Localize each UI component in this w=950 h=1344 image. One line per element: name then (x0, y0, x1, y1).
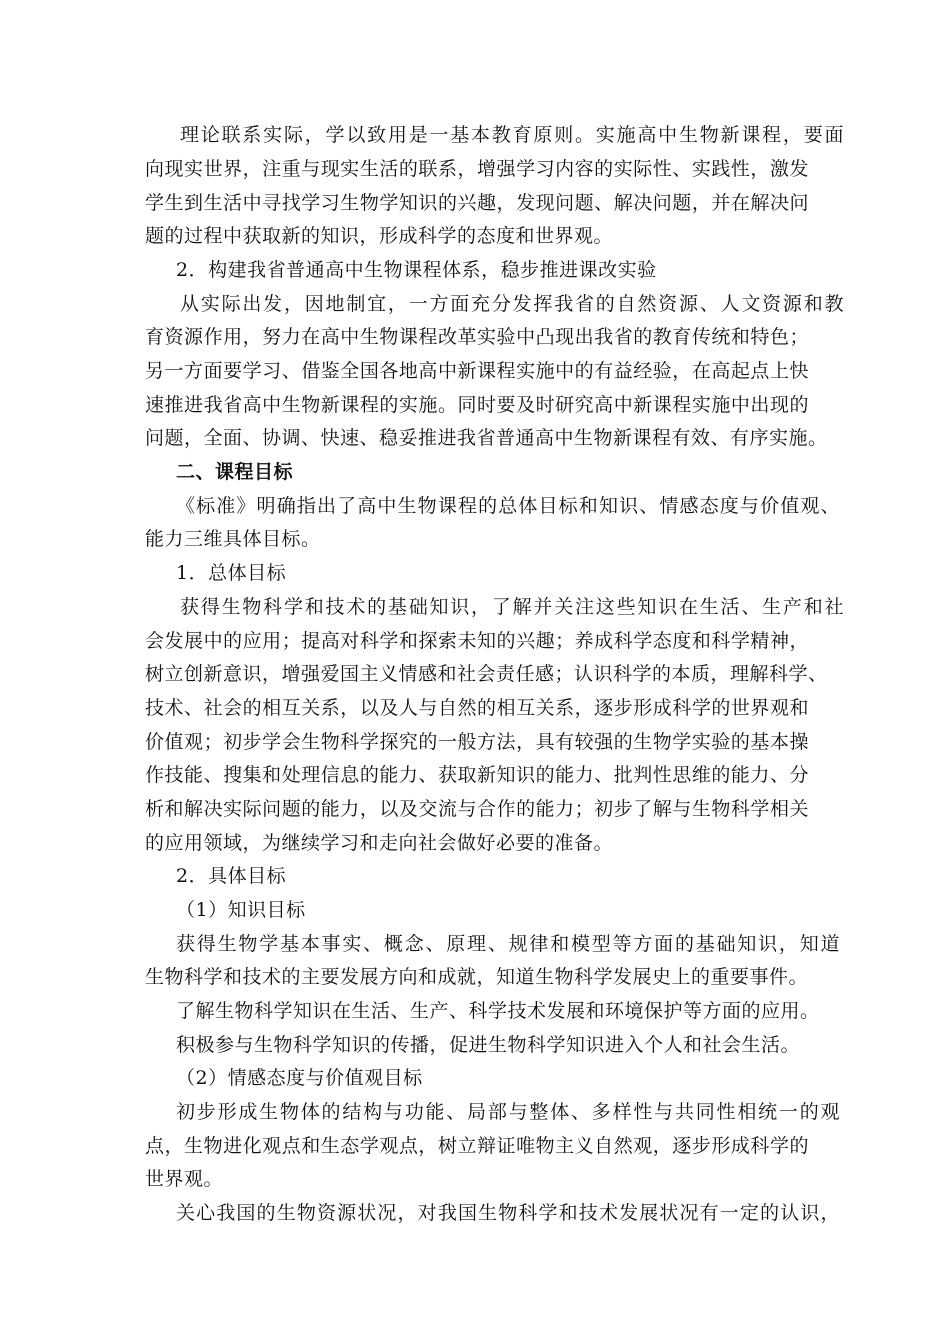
body-text-line: 了解生物科学知识在生活、生产、科学技术发展和环境保护等方面的应用。 (176, 1000, 820, 1022)
subheading: （1）知识目标 (176, 899, 306, 921)
body-text-line: 树立创新意识，增强爱国主义情感和社会责任感；认识科学的本质，理解科学、 (145, 663, 828, 685)
section-heading: 二、课程目标 (176, 461, 294, 483)
subheading: （2）情感态度与价值观目标 (176, 1067, 423, 1089)
body-text-line: 学生到生活中寻找学习生物学知识的兴趣，发现问题、解决问题，并在解决问 (145, 192, 809, 214)
body-text-line: 另一方面要学习、借鉴全国各地高中新课程实施中的有益经验，在高起点上快 (145, 360, 809, 382)
body-text-line: 点，生物进化观点和生态学观点，树立辩证唯物主义自然观，逐步形成科学的 (145, 1135, 809, 1157)
body-text-line: 关心我国的生物资源状况，对我国生物科学和技术发展状况有一定的认识， (176, 1202, 840, 1224)
body-text-line: 理论联系实际，学以致用是一基本教育原则。实施高中生物新课程，要面 (180, 124, 844, 146)
body-text-line: 育资源作用，努力在高中生物课程改革实验中凸现出我省的教育传统和特色； (145, 326, 809, 348)
body-text-line: 积极参与生物科学知识的传播，促进生物科学知识进入个人和社会生活。 (176, 1034, 801, 1056)
body-text-line: 的应用领域，为继续学习和走向社会做好必要的准备。 (145, 832, 614, 854)
body-text-line: 世界观。 (145, 1168, 224, 1190)
subheading: 2．具体目标 (176, 865, 287, 887)
body-text-line: 问题，全面、协调、快速、稳妥推进我省普通高中生物新课程有效、有序实施。 (145, 427, 828, 449)
subheading: 1．总体目标 (176, 562, 287, 584)
body-text-line: 速推进我省高中生物新课程的实施。同时要及时研究高中新课程实施中出现的 (145, 394, 809, 416)
body-text-line: 会发展中的应用；提高对科学和探索未知的兴趣；养成科学态度和科学精神， (145, 630, 809, 652)
body-text-line: 从实际出发，因地制宜，一方面充分发挥我省的自然资源、人文资源和教 (180, 293, 844, 315)
body-text-line: 生物科学和技术的主要发展方向和成就，知道生物科学发展史上的重要事件。 (145, 966, 809, 988)
body-text-line: 向现实世界，注重与现实生活的联系，增强学习内容的实际性、实践性，激发 (145, 158, 809, 180)
body-text-line: 作技能、搜集和处理信息的能力、获取新知识的能力、批判性思维的能力、分 (145, 764, 809, 786)
body-text-line: 获得生物学基本事实、概念、原理、规律和模型等方面的基础知识，知道 (176, 933, 840, 955)
body-text-line: 析和解决实际问题的能力，以及交流与合作的能力；初步了解与生物科学相关 (145, 798, 809, 820)
subheading: 2．构建我省普通高中生物课程体系，稳步推进课改实验 (176, 259, 657, 281)
body-text-line: 获得生物科学和技术的基础知识，了解并关注这些知识在生活、生产和社 (180, 596, 844, 618)
body-text-line: 题的过程中获取新的知识，形成科学的态度和世界观。 (145, 225, 614, 247)
body-text-line: 价值观；初步学会生物科学探究的一般方法，具有较强的生物学实验的基本操 (145, 731, 809, 753)
body-text-line: 《标准》明确指出了高中生物课程的总体目标和知识、情感态度与价值观、 (176, 495, 840, 517)
body-text-line: 技术、社会的相互关系，以及人与自然的相互关系，逐步形成科学的世界观和 (145, 697, 809, 719)
body-text-line: 能力三维具体目标。 (145, 528, 321, 550)
body-text-line: 初步形成生物体的结构与功能、局部与整体、多样性与共同性相统一的观 (176, 1101, 840, 1123)
